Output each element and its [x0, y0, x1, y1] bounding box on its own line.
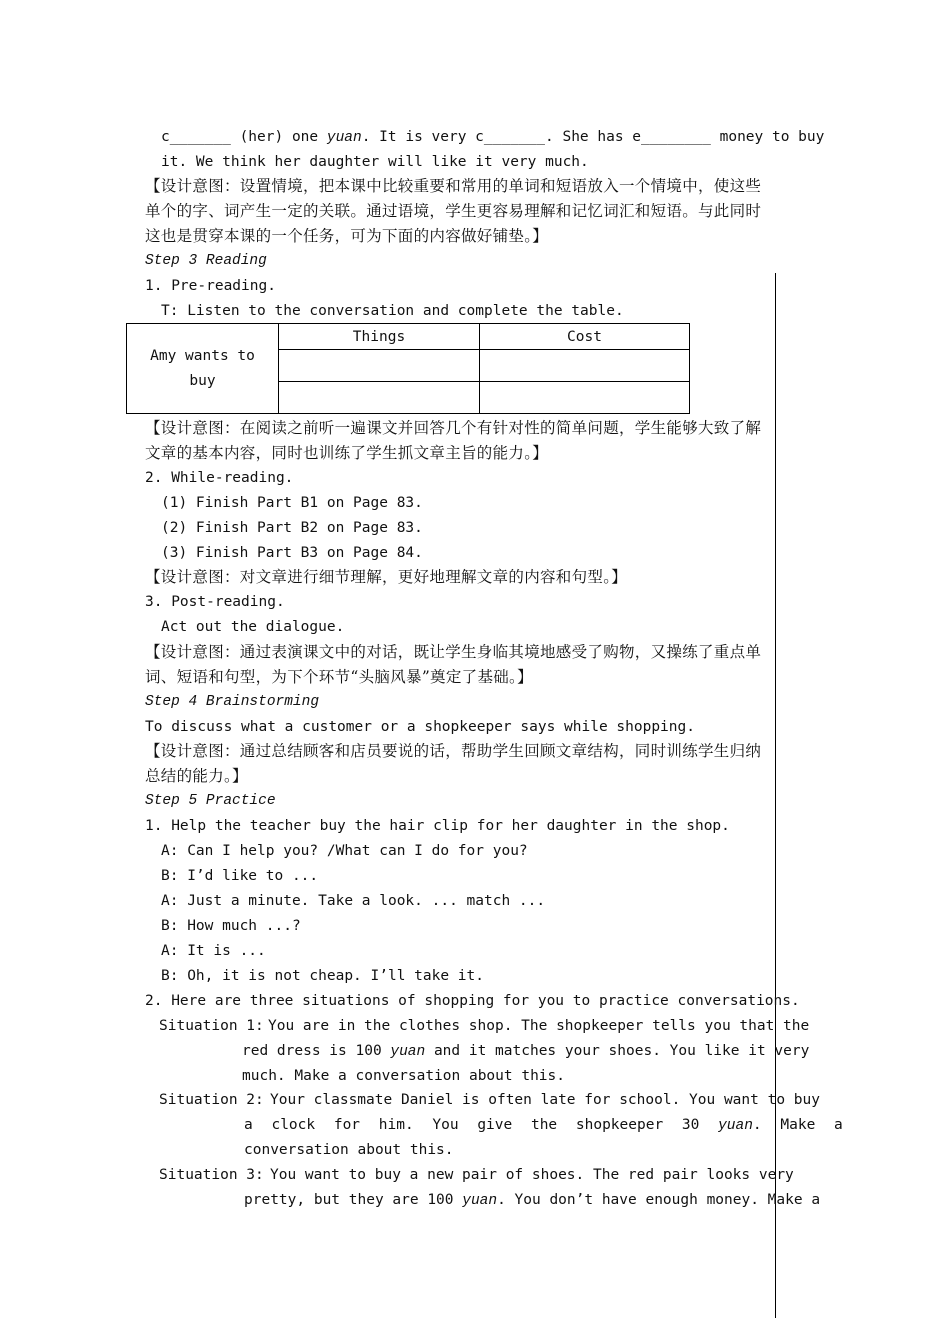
step4-text: To discuss what a customer or a shopkeeper says while shopping.	[145, 719, 695, 735]
dialogue-line: B: How much ...?	[161, 918, 301, 934]
while-reading-item-1: (1) Finish Part B1 on Page 83.	[161, 495, 423, 511]
design-intent-4-line2: 词、短语和句型，为下个环节“头脑风暴”奠定了基础。】	[145, 668, 533, 686]
step4-heading: Step 4 Brainstorming	[145, 694, 320, 710]
fill-in-line-1	[161, 125, 826, 151]
design-intent-2-line2: 文章的基本内容，同时也训练了学生抓文章主旨的能力。】	[145, 444, 549, 462]
step5-heading: Step 5 Practice	[145, 793, 276, 809]
blank-cell[interactable]	[480, 382, 690, 414]
situation-1-line1: You are in the clothes shop. The shopkeeper tells you that the	[268, 1018, 810, 1034]
post-reading-act: Act out the dialogue.	[161, 619, 345, 635]
situation-3-line1: You want to buy a new pair of shoes. The red pair looks very	[270, 1167, 794, 1183]
design-intent-2-line1: 【设计意图：在阅读之前听一遍课文并回答几个有针对性的简单问题，学生能够大致了解	[145, 419, 762, 437]
text: . You don’t have enough money. Make a	[497, 1192, 821, 1208]
dialogue-line: A: Just a minute. Take a look. ... match ...	[161, 893, 546, 909]
text: . Make a	[752, 1117, 843, 1133]
situation-1-line2	[242, 1039, 808, 1065]
situation-1-line3: much. Make a conversation about this.	[242, 1068, 566, 1084]
blank-cell[interactable]	[279, 350, 480, 382]
text: and it matches your shoes. You like it very	[425, 1043, 810, 1059]
practice-item-1: 1. Help the teacher buy the hair clip for her daughter in the shop.	[145, 818, 730, 834]
design-intent-1-line1: 【设计意图：设置情境，把本课中比较重要和常用的单词和短语放入一个情境中，使这些	[145, 177, 762, 195]
things-cost-table	[126, 323, 690, 414]
fill-in-line-2: it. We think her daughter will like it very much.	[161, 154, 589, 170]
text: c_______ (her) one	[161, 129, 327, 145]
design-intent-1-line2: 单个的字、词产生一定的关联。通过语境，学生更容易理解和记忆词汇和短语。与此同时	[145, 202, 762, 220]
pre-reading-instruction: T: Listen to the conversation and complete the table.	[161, 303, 624, 319]
situation-3-line2	[244, 1188, 821, 1214]
blank-cell[interactable]	[480, 350, 690, 382]
yuan-italic: yuan	[326, 130, 362, 146]
dialogue-line: A: It is ...	[161, 943, 266, 959]
practice-item-2: 2. Here are three situations of shopping for you to practice conversations.	[145, 993, 800, 1009]
design-intent-1-line3: 这也是贯穿本课的一个任务，可为下面的内容做好铺垫。】	[145, 227, 549, 245]
design-intent-4-line1: 【设计意图：通过表演课文中的对话，既让学生身临其境地感受了购物，又操练了重点单	[145, 643, 762, 661]
header-cost: Cost	[480, 324, 690, 350]
situation-1-label: Situation 1:	[159, 1018, 264, 1034]
situation-2-line2	[244, 1113, 843, 1139]
yuan-italic: yuan	[390, 1044, 426, 1060]
text: a clock for him. You give the shopkeeper 30	[244, 1117, 719, 1133]
text: pretty, but they are 100	[244, 1192, 463, 1208]
yuan-italic: yuan	[718, 1118, 753, 1134]
while-reading-title: 2. While-reading.	[145, 470, 294, 486]
situation-2-line1: Your classmate Daniel is often late for school. You want to buy	[270, 1092, 820, 1108]
design-intent-3: 【设计意图：对文章进行细节理解，更好地理解文章的内容和句型。】	[145, 568, 628, 586]
text: . It is very c_______. She has e________ money to buy	[361, 129, 825, 145]
design-intent-5-line1: 【设计意图：通过总结顾客和店员要说的话，帮助学生回顾文章结构，同时训练学生归纳	[145, 742, 762, 760]
dialogue-line: A: Can I help you? /What can I do for you?	[161, 843, 528, 859]
while-reading-item-2: (2) Finish Part B2 on Page 83.	[161, 520, 423, 536]
header-things: Things	[279, 324, 480, 350]
post-reading-title: 3. Post-reading.	[145, 594, 285, 610]
dialogue-line: B: I’d like to ...	[161, 868, 319, 884]
dialogue-line: B: Oh, it is not cheap. I’ll take it.	[161, 968, 485, 984]
row-label-line2: buy	[189, 372, 216, 389]
pre-reading-title: 1. Pre-reading.	[145, 278, 276, 294]
situation-2-label: Situation 2:	[159, 1092, 264, 1108]
text: red dress is 100	[242, 1043, 391, 1059]
row-label-line1: Amy wants to	[150, 347, 255, 364]
situation-3-label: Situation 3:	[159, 1167, 264, 1183]
step3-heading: Step 3 Reading	[145, 253, 267, 269]
while-reading-item-3: (3) Finish Part B3 on Page 84.	[161, 545, 423, 561]
blank-cell[interactable]	[279, 382, 480, 414]
row-label-cell	[127, 324, 279, 414]
yuan-italic: yuan	[462, 1193, 498, 1209]
situation-2-line3: conversation about this.	[244, 1142, 454, 1158]
design-intent-5-line2: 总结的能力。】	[145, 767, 248, 785]
